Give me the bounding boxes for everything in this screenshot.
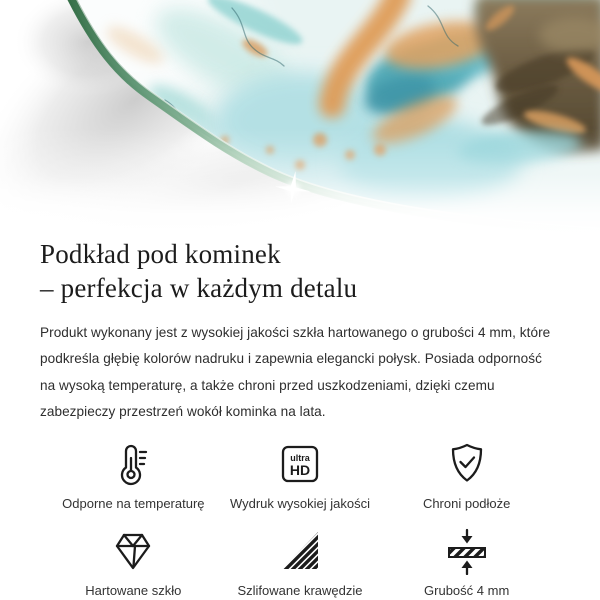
- feature-label: Szlifowane krawędzie: [237, 582, 363, 598]
- feature-label: Grubość 4 mm: [424, 582, 510, 598]
- feature-tempered-glass: [50, 527, 217, 598]
- ultra-hd-icon: [276, 440, 324, 488]
- page-title: [40, 237, 560, 306]
- page-title-line1: Podkład pod kominek: [40, 239, 281, 269]
- thermometer-icon: [109, 440, 157, 488]
- feature-polished-edges: [217, 527, 384, 598]
- ultra-hd-icon-text-ultra: ultra: [290, 452, 310, 463]
- feature-thickness: [383, 527, 550, 598]
- product-photo: [0, 0, 600, 235]
- thickness-arrows-icon: [443, 527, 491, 575]
- product-description-text: Produkt wykonany jest z wysokiej jakości szkła hartowanego o grubości 4 mm, które podkreśla głębię kolorów nadruku i zapewnia elegancki połysk. Posiada odporność na wysoką temperaturę, a także chroni przed uszkodzeniami, dzięki czemu zabezpieczy przestrzeń wokół kominka na lata.: [40, 324, 551, 420]
- feature-print-quality: [217, 440, 384, 511]
- photo-fade: [0, 128, 600, 235]
- feature-label: Hartowane szkło: [85, 582, 182, 598]
- feature-label: Odporne na temperaturę: [62, 495, 205, 511]
- polished-edges-icon: [276, 527, 324, 575]
- product-description-block: [0, 237, 600, 598]
- feature-label: Wydruk wysokiej jakości: [229, 495, 370, 511]
- diamond-icon: [109, 527, 157, 575]
- ultra-hd-icon-text-hd: HD: [289, 461, 311, 478]
- shield-check-icon: [443, 440, 491, 488]
- feature-temperature: [50, 440, 217, 511]
- glass-panel-image: [0, 0, 600, 235]
- feature-protects-floor: [383, 440, 550, 511]
- feature-label: Chroni podłoże: [422, 495, 511, 511]
- page-title-line2: – perfekcja w każdym detalu: [40, 273, 358, 304]
- feature-grid: [50, 440, 550, 598]
